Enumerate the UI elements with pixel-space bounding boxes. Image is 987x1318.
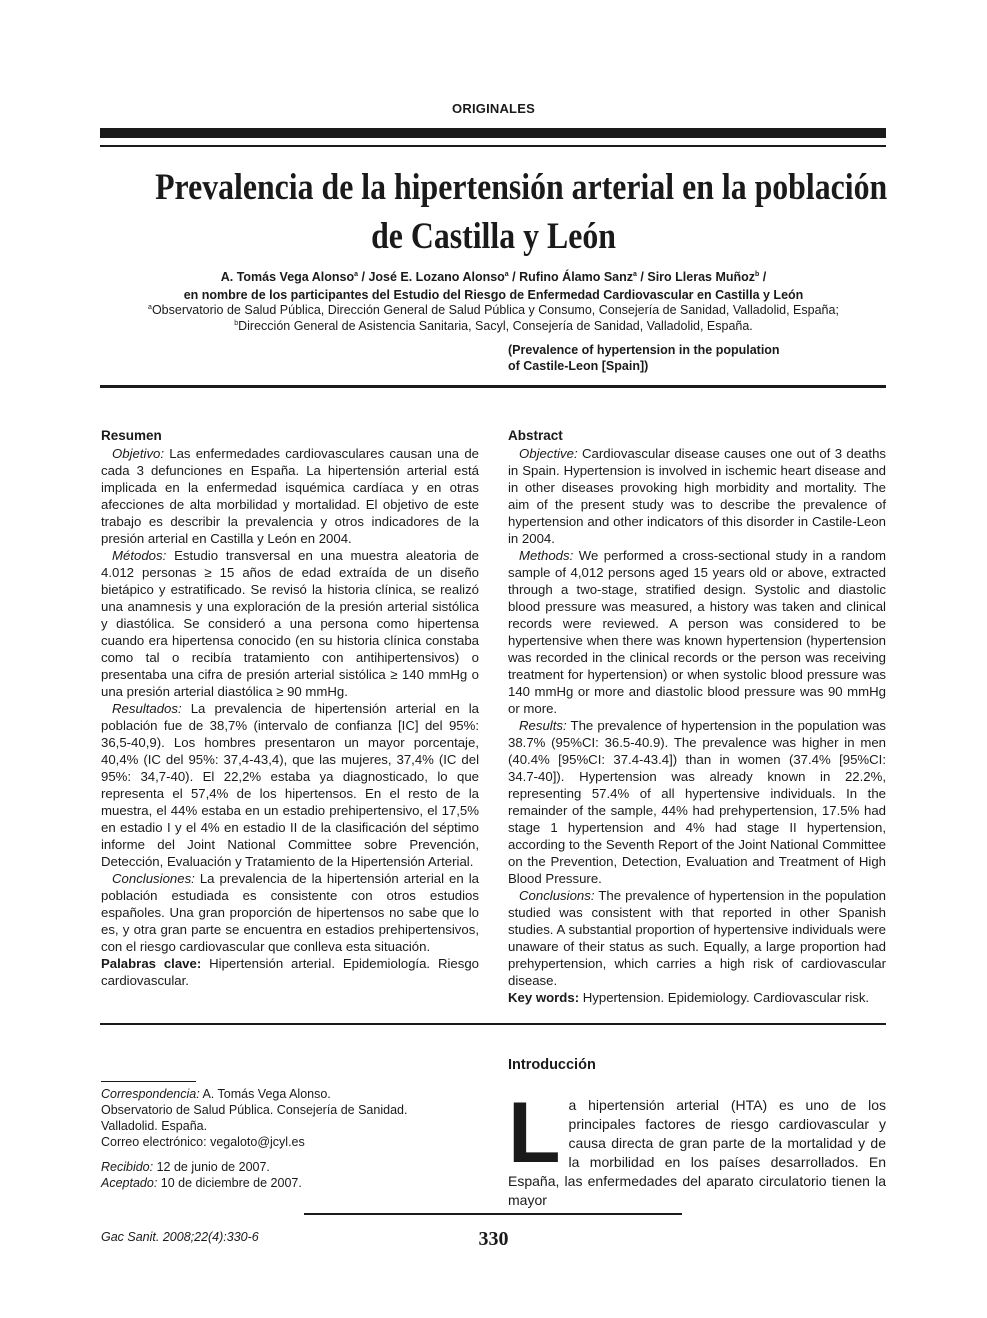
affiliation-b [100, 318, 887, 334]
conclusiones-label: Conclusiones: [112, 871, 195, 886]
resumen-column [101, 427, 479, 989]
author-separator: / [508, 270, 520, 284]
resultados-label: Resultados: [112, 701, 182, 716]
author-sup: a [354, 270, 359, 278]
resumen-metodos [101, 547, 479, 700]
author-sup: a [504, 270, 509, 278]
english-title [508, 342, 888, 374]
abstract-column [508, 427, 886, 1006]
correspondence-email: Correo electrónico: vegaloto@jcyl.es [101, 1135, 305, 1149]
resumen-conclusiones [101, 870, 479, 955]
abstract-conclusions [508, 887, 886, 989]
resumen-resultados [101, 700, 479, 870]
affiliation-b-text: Dirección General de Asistencia Sanitaria, Sacyl, Consejería de Sanidad, Valladolid, España. [238, 319, 753, 333]
on-behalf-line: en nombre de los participantes del Estudio del Riesgo de Enfermedad Cardiovascular en Castilla y León [183, 288, 804, 302]
affiliation-a-text: Observatorio de Salud Pública, Dirección General de Salud Pública y Consumo, Consejería de Sanidad, Valladolid, España; [151, 303, 839, 317]
accepted-label: Aceptado: [101, 1176, 158, 1190]
author-block [100, 268, 887, 304]
correspondence-block [101, 1086, 491, 1191]
footnote-rule [101, 1081, 196, 1082]
received-label: Recibido: [101, 1160, 154, 1174]
results-label: Results: [519, 718, 567, 733]
author-sup: b [755, 270, 760, 278]
received-text: 12 de junio de 2007. [153, 1160, 270, 1174]
article-title [155, 163, 888, 261]
abstract-top-rule [100, 385, 886, 388]
objective-text: Cardiovascular disease causes one out of 3 deaths in Spain. Hypertension is involved in ischemic heart disease and in other diseases provoking high morbidity and mortality. The aim of the present study was to describe the prevalence of hypertension and other indicators of this disorder in Castile-Leon in 2004. [508, 446, 886, 546]
correspondence-line-3: Valladolid. España. [101, 1119, 208, 1133]
introduccion-heading: Introducción [508, 1057, 596, 1073]
affiliation-a [100, 302, 887, 318]
english-title-line-2: of Castile-Leon [Spain]) [508, 359, 649, 373]
abstract-objective [508, 445, 886, 547]
author-list [100, 268, 887, 286]
objetivo-label: Objetivo: [112, 446, 165, 461]
resultados-text: La prevalencia de hipertensión arterial en la población fue de 38,7% (intervalo de confianza [IC] del 95%: 36,5-40,9). Los hombres presentaron un mayor porcentaje, 40,4% (IC del 95%: 37,4-43,4), que las mujeres, 37,4% (IC del 95%: 34,7-40). El 22,2% estaba ya diagnosticado, lo que representa el 57,4% de los hipertensos. En el resto de la muestra, el 44% estaba en un estadio prehipertensivo, el 17,5% en estadio I y el 4% en estadio II de la clasificación del séptimo informe del Joint National Committee sobre Prevención, Detección, Evaluación y Tratamiento de la Hipertensión Arterial. [101, 701, 479, 869]
introduccion-paragraph: a hipertensión arterial (HTA) es uno de los principales factores de riesgo cardiovascular y causa directa de gran parte de la mortalidad y de la morbilidad en los países desarrollados. En España, las enfermedades del aparato circulatorio tienen la mayor [508, 1097, 886, 1208]
results-text: The prevalence of hypertension in the population was 38.7% (95%CI: 36.5-40.9). The prevalence was higher in men (40.4% [95%CI: 37.4-43.4]) than in women (37.4% [95%CI: 34.7-40]). Hypertension was already known in 22.2%, representing 57.4% of all hypertensive individuals. In the remainder of the sample, 44% had prehypertension, 17.5% had stage 1 hypertension and 4% had stage II hypertension, according to the Seventh Report of the Joint National Committee on the Prevention, Detection, Evaluation and Treatment of High Blood Pressure. [508, 718, 886, 886]
page-number: 330 [478, 1228, 509, 1250]
abstract-heading: Abstract [508, 428, 563, 443]
conclusions-text: The prevalence of hypertension in the population studied was consistent with that reported in other Spanish studies. A substantial proportion of hypertensive individuals were unaware of their status as such. Equally, a large proportion had prehypertension, which carries a high risk of cardiovascular disease. [508, 888, 886, 988]
affiliation-sup: a [148, 303, 152, 311]
header-thick-rule [100, 128, 886, 138]
objetivo-text: Las enfermedades cardiovasculares causan una de cada 3 defunciones en España. La hipertensión arterial está implicada en la enfermedad isquémica cardíaca y en otras afecciones de alta morbilidad y mortalidad. El objetivo de este trabajo es describir la prevalencia y otros indicadores de la presión arterial en Castilla y León en 2004. [101, 446, 479, 546]
author-sup: a [633, 270, 637, 278]
author-name: Rufino Álamo Sanz [519, 270, 634, 284]
author-separator: / [358, 270, 369, 284]
correspondence-line-2: Observatorio de Salud Pública. Consejería de Sanidad. [101, 1103, 408, 1117]
correspondence-line-1 [101, 1086, 491, 1102]
palabras-clave-label: Palabras clave: [101, 956, 202, 971]
drop-cap: L [508, 1085, 561, 1181]
conclusiones-text: La prevalencia de la hipertensión arterial en la población estudiada es consistente con otros estudios españoles. Una gran proporción de hipertensos no sabe que lo es, y otra gran parte se encuentra en estadios prehipertensivos, con el riesgo cardiovascular que conlleva esta situación. [101, 871, 479, 954]
resumen-objetivo [101, 445, 479, 547]
correspondence-label: Correspondencia: [101, 1087, 200, 1101]
english-title-line-1: (Prevalence of hypertension in the population [508, 343, 780, 357]
conclusions-label: Conclusions: [519, 888, 595, 903]
accepted-date [101, 1175, 491, 1191]
author-name: A. Tomás Vega Alonso [220, 270, 355, 284]
abstract-keywords [508, 989, 886, 1006]
author-separator: / [636, 270, 648, 284]
abstract-bottom-rule [100, 1023, 886, 1025]
footer-rule [304, 1213, 682, 1215]
introduccion-text [508, 1085, 886, 1210]
key-words-text: Hypertension. Epidemiology. Cardiovascular risk. [579, 990, 870, 1005]
methods-label: Methods: [519, 548, 574, 563]
metodos-label: Métodos: [112, 548, 167, 563]
author-separator: / [759, 270, 767, 284]
received-date [101, 1159, 491, 1175]
author-name: Siro Lleras Muñoz [647, 270, 756, 284]
methods-text: We performed a cross-sectional study in a random sample of 4,012 persons aged 15 years old or above, extracted through a two-stage, stratified design. Systolic and diastolic blood pressure was measured, a history was taken and clinical records were reviewed. A person was considered to be hypertensive when there was known hypertension (hypertension was recorded in the clinical records or the person was receiving treatment for hypertension) or when systolic blood pressure was 140 mmHg or more and diastolic blood pressure was 90 mmHg or more. [508, 548, 886, 716]
affiliation-sup: b [234, 319, 239, 327]
affiliations [100, 302, 887, 334]
section-label: ORIGINALES [452, 101, 535, 116]
key-words-label: Key words: [508, 990, 580, 1005]
title-line-1: Prevalencia de la hipertensión arterial en la población [155, 167, 888, 208]
abstract-results [508, 717, 886, 887]
resumen-keywords [101, 955, 479, 989]
header-thin-rule [100, 145, 886, 147]
palabras-clave-text: Hipertensión arterial. Epidemiología. Riesgo cardiovascular. [101, 956, 479, 988]
resumen-heading: Resumen [101, 428, 162, 443]
metodos-text: Estudio transversal en una muestra aleatoria de 4.012 personas ≥ 15 años de edad extraída de un diseño bietápico y estratificado. Se revisó la historia clínica, se realizó una anamnesis y una exploración de la presión arterial sistólica y diastólica. Se consideró a una persona como hipertensa cuando era hipertensa conocido (en su historia clínica constaba como tal o recibía tratamiento con antihipertensivos) o presentaba una cifra de presión arterial sistólica ≥ 140 mmHg o una presión arterial diastólica ≥ 90 mmHg. [101, 548, 479, 699]
accepted-text: 10 de diciembre de 2007. [157, 1176, 302, 1190]
objective-label: Objective: [519, 446, 578, 461]
title-line-2: de Castilla y León [371, 216, 616, 257]
author-name: José E. Lozano Alonso [368, 270, 505, 284]
journal-citation: Gac Sanit. 2008;22(4):330-6 [101, 1230, 259, 1244]
correspondence-name: A. Tomás Vega Alonso. [199, 1087, 331, 1101]
abstract-methods [508, 547, 886, 717]
